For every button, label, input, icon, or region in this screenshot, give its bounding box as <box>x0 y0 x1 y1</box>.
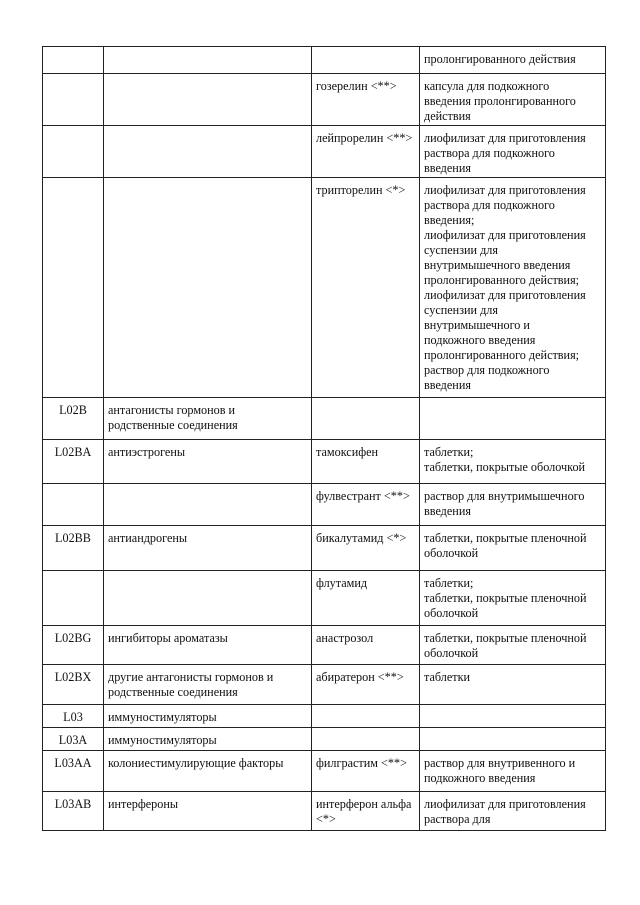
dosage-form-cell: таблетки; таблетки, покрытые оболочкой <box>420 440 606 484</box>
table-row <box>43 665 606 705</box>
drug-name-cell: интерферон альфа <*> <box>312 792 420 831</box>
dosage-form-cell: таблетки; таблетки, покрытые пленочной оболочкой <box>420 571 606 626</box>
anatomical-group-cell: интерфероны <box>104 792 312 831</box>
drug-name-cell: анастрозол <box>312 626 420 665</box>
atc-code-cell: L03A <box>43 728 104 751</box>
anatomical-group-cell <box>104 484 312 526</box>
table-row <box>43 792 606 831</box>
anatomical-group-cell: колониестимулирующие факторы <box>104 751 312 792</box>
table-row <box>43 751 606 792</box>
dosage-form-cell: капсула для подкожного введения пролонгированного действия <box>420 74 606 126</box>
atc-code-cell <box>43 126 104 178</box>
atc-code-cell <box>43 571 104 626</box>
dosage-form-cell: раствор для внутримышечного введения <box>420 484 606 526</box>
atc-code-cell <box>43 74 104 126</box>
anatomical-group-cell <box>104 47 312 74</box>
anatomical-group-cell: ингибиторы ароматазы <box>104 626 312 665</box>
drug-name-cell: гозерелин <**> <box>312 74 420 126</box>
dosage-form-cell: лиофилизат для приготовления раствора для <box>420 792 606 831</box>
table-row <box>43 571 606 626</box>
atc-code-cell: L02BB <box>43 526 104 571</box>
anatomical-group-cell <box>104 571 312 626</box>
dosage-form-cell: таблетки <box>420 665 606 705</box>
atc-code-cell <box>43 484 104 526</box>
table-row <box>43 178 606 398</box>
dosage-form-cell <box>420 398 606 440</box>
table-row <box>43 440 606 484</box>
atc-code-cell: L02BG <box>43 626 104 665</box>
anatomical-group-cell <box>104 74 312 126</box>
drug-name-cell: трипторелин <*> <box>312 178 420 398</box>
atc-code-cell: L02BX <box>43 665 104 705</box>
anatomical-group-cell <box>104 178 312 398</box>
atc-code-cell: L02BA <box>43 440 104 484</box>
medication-table-body <box>43 47 606 831</box>
anatomical-group-cell: иммуностимуляторы <box>104 705 312 728</box>
table-row <box>43 47 606 74</box>
dosage-form-cell: таблетки, покрытые пленочной оболочкой <box>420 626 606 665</box>
drug-name-cell <box>312 47 420 74</box>
anatomical-group-cell <box>104 126 312 178</box>
anatomical-group-cell: антиэстрогены <box>104 440 312 484</box>
table-row <box>43 526 606 571</box>
drug-name-cell: бикалутамид <*> <box>312 526 420 571</box>
dosage-form-cell: пролонгированного действия <box>420 47 606 74</box>
medication-table <box>42 46 606 831</box>
table-row <box>43 484 606 526</box>
atc-code-cell: L03 <box>43 705 104 728</box>
table-row <box>43 728 606 751</box>
drug-name-cell: фулвестрант <**> <box>312 484 420 526</box>
drug-name-cell <box>312 398 420 440</box>
table-row <box>43 398 606 440</box>
atc-code-cell <box>43 178 104 398</box>
drug-name-cell: лейпрорелин <**> <box>312 126 420 178</box>
dosage-form-cell: лиофилизат для приготовления раствора для подкожного введения; лиофилизат для приготовления суспензии для внутримышечного введения пролонгированного действия; лиофилизат для приготовления суспензии для внутримышечного и подкожного введения пролонгированного действия; раствор для подкожного введения <box>420 178 606 398</box>
anatomical-group-cell: другие антагонисты гормонов и родственные соединения <box>104 665 312 705</box>
dosage-form-cell <box>420 728 606 751</box>
anatomical-group-cell: антиандрогены <box>104 526 312 571</box>
anatomical-group-cell: антагонисты гормонов и родственные соединения <box>104 398 312 440</box>
dosage-form-cell <box>420 705 606 728</box>
anatomical-group-cell: иммуностимуляторы <box>104 728 312 751</box>
dosage-form-cell: раствор для внутривенного и подкожного введения <box>420 751 606 792</box>
dosage-form-cell: лиофилизат для приготовления раствора для подкожного введения <box>420 126 606 178</box>
drug-name-cell <box>312 705 420 728</box>
table-row <box>43 626 606 665</box>
atc-code-cell: L02B <box>43 398 104 440</box>
table-row <box>43 74 606 126</box>
drug-name-cell: флутамид <box>312 571 420 626</box>
atc-code-cell: L03AB <box>43 792 104 831</box>
drug-name-cell <box>312 728 420 751</box>
drug-name-cell: тамоксифен <box>312 440 420 484</box>
table-row <box>43 705 606 728</box>
dosage-form-cell: таблетки, покрытые пленочной оболочкой <box>420 526 606 571</box>
atc-code-cell <box>43 47 104 74</box>
drug-name-cell: филграстим <**> <box>312 751 420 792</box>
atc-code-cell: L03AA <box>43 751 104 792</box>
table-row <box>43 126 606 178</box>
drug-name-cell: абиратерон <**> <box>312 665 420 705</box>
